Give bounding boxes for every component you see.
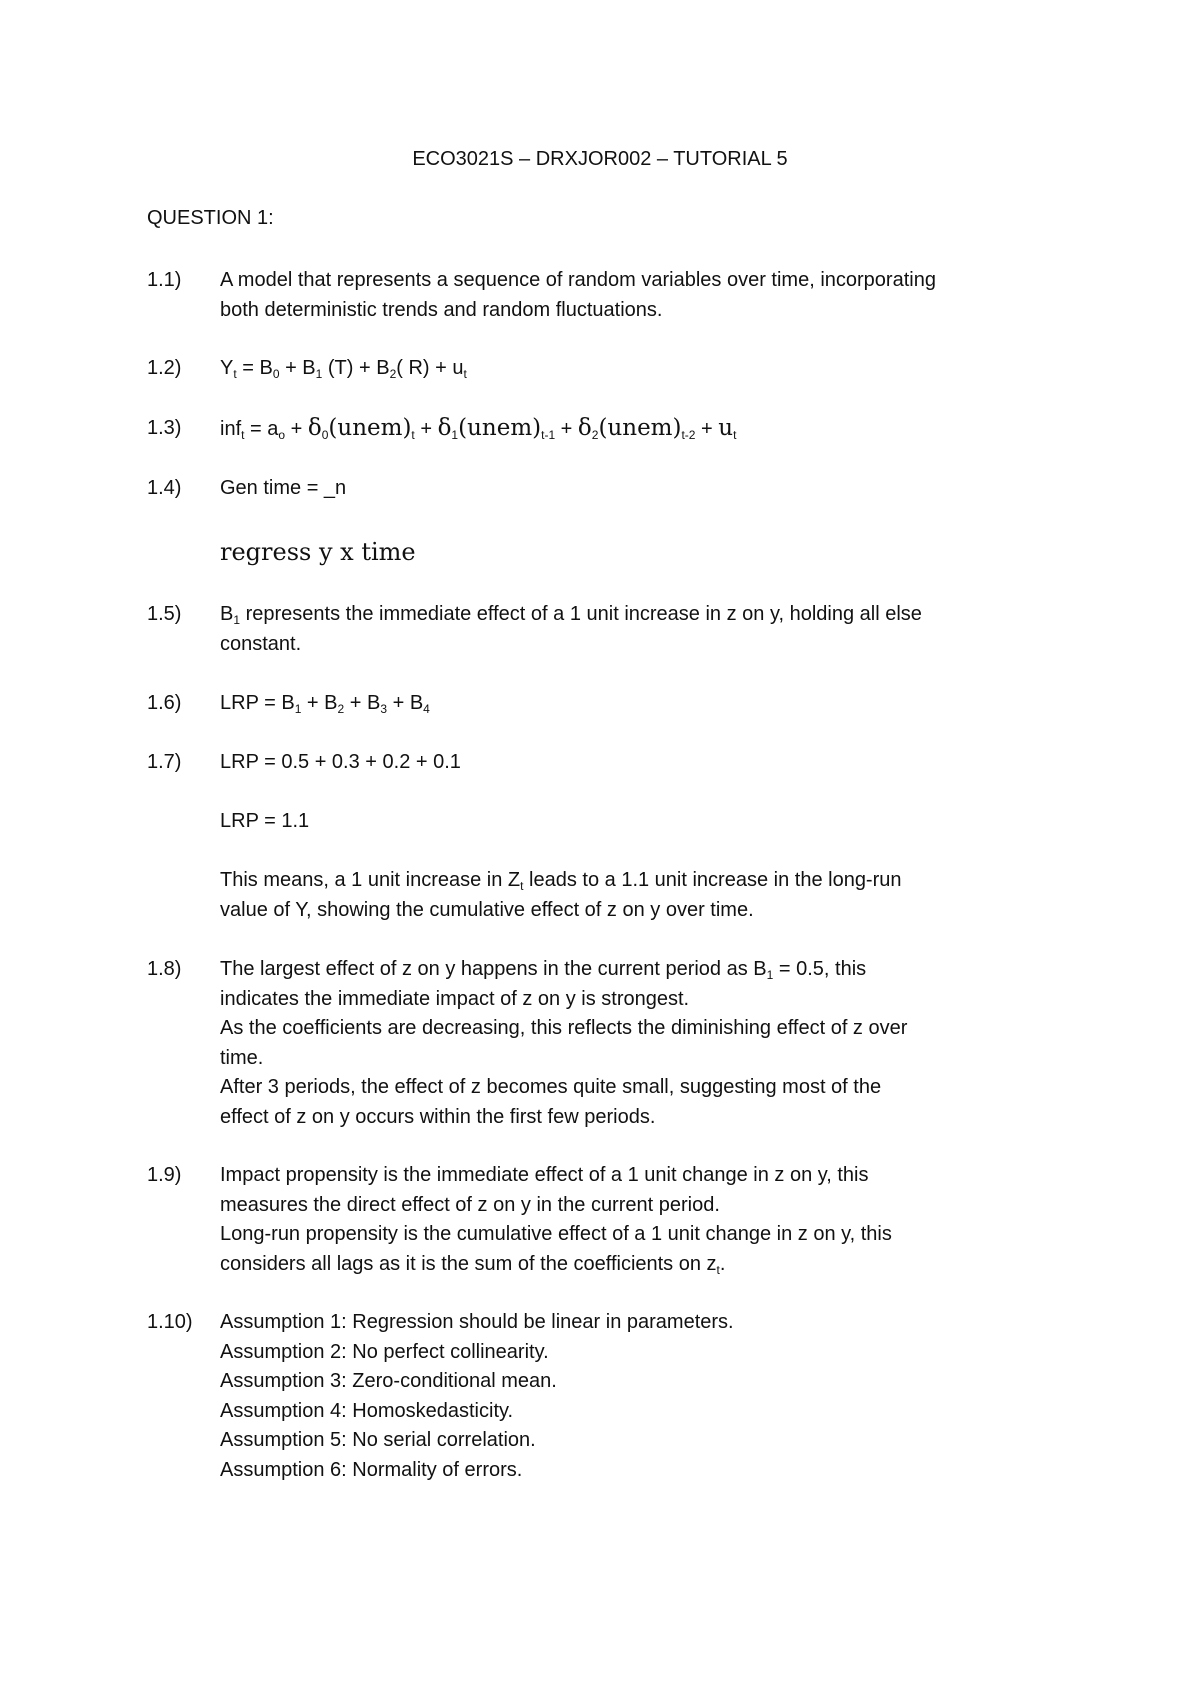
stata-regress-command: regress y x time [220, 538, 416, 566]
text-line: This means, a 1 unit increase in $Z_t$ leads to a 1.1 unit increase in the long-run [220, 869, 902, 893]
item-number: 1.10) [147, 1311, 193, 1333]
text-line: value of Y, showing the cumulative effect of z on y over time. [220, 898, 754, 921]
answer-1-5 [147, 600, 1087, 659]
answer-1-10 [147, 1308, 1087, 1485]
assumption-line: Assumption 6: Normality of errors. [220, 1458, 523, 1481]
answer-1-8 [147, 955, 1087, 1132]
item-number: 1.6) [147, 692, 182, 714]
item-number: 1.8) [147, 958, 182, 980]
item-number: 1.9) [147, 1164, 182, 1186]
assumption-line: Assumption 5: No serial correlation. [220, 1429, 536, 1451]
assumption-line: Assumption 3: Zero-conditional mean. [220, 1370, 557, 1392]
text-line: Impact propensity is the immediate effect of a 1 unit change in z on y, this [220, 1164, 869, 1186]
text-line: effect of z on y occurs within the first few periods. [220, 1105, 656, 1128]
question-heading: QUESTION 1: [147, 207, 274, 229]
assumption-line: Assumption 4: Homoskedasticity. [220, 1399, 514, 1422]
answer-1-3 [147, 414, 1087, 445]
text-line: both deterministic trends and random fluctuations. [220, 298, 663, 321]
stata-gen-command: Gen time = _n [220, 477, 347, 499]
document-title: ECO3021S – DRXJOR002 – TUTORIAL 5 [412, 148, 788, 170]
text-line: time. [220, 1046, 264, 1069]
answer-1-9 [147, 1161, 1087, 1279]
text-line: A model that represents a sequence of random variables over time, incorporating [220, 269, 936, 291]
answer-1-6 [147, 689, 1087, 719]
lrp-equation: LRP = $B_1 + B_2 + B_3 + B_4$ [220, 692, 430, 716]
item-number: 1.1) [147, 269, 182, 291]
text-line: LRP = 0.5 + 0.3 + 0.2 + 0.1 [220, 751, 461, 773]
answer-1-7-explanation [147, 866, 1087, 925]
item-number: 1.4) [147, 477, 182, 499]
trend-equation: $Y_t = B_0 + B_1$ $(T) + B_2$( $R) + u_t$ [220, 357, 467, 381]
item-number: 1.7) [147, 751, 182, 773]
item-number: 1.2) [147, 357, 182, 379]
text-line: considers all lags as it is the sum of the coefficients on $z_t$. [220, 1252, 726, 1277]
answer-1-1 [147, 266, 1087, 325]
item-number: 1.3) [147, 417, 182, 439]
answer-1-2 [147, 354, 1087, 384]
assumption-line: Assumption 1: Regression should be linear in parameters. [220, 1311, 734, 1333]
text-line: LRP = 1.1 [220, 810, 310, 832]
text-line: Long-run propensity is the cumulative effect of a 1 unit change in z on y, this [220, 1223, 892, 1245]
text-line: measures the direct effect of z on y in the current period. [220, 1193, 720, 1216]
text-line: indicates the immediate impact of z on y is strongest. [220, 987, 690, 1010]
item-number: 1.5) [147, 603, 182, 625]
text-line: $B_1$ represents the immediate effect of a 1 unit increase in z on y, holding all else [220, 603, 922, 627]
text-line: As the coefficients are decreasing, this reflects the diminishing effect of z over [220, 1017, 908, 1039]
text-line: constant. [220, 632, 302, 655]
text-line: The largest effect of z on y happens in the current period as $B_1 = 0.5$, this [220, 958, 867, 982]
answer-1-7 [147, 748, 1087, 778]
answer-1-4 [147, 474, 1087, 504]
distributed-lag-equation: $inf_t = a_o$ + $\delta_0(unem)_t$ + $\delta_1(unem)_{t-1}$ + $\delta_2(unem)_{t-2} + u_t$ [220, 415, 737, 442]
assumption-line: Assumption 2: No perfect collinearity. [220, 1340, 549, 1363]
answer-1-7-result [147, 807, 1087, 837]
text-line: After 3 periods, the effect of z becomes quite small, suggesting most of the [220, 1076, 882, 1098]
